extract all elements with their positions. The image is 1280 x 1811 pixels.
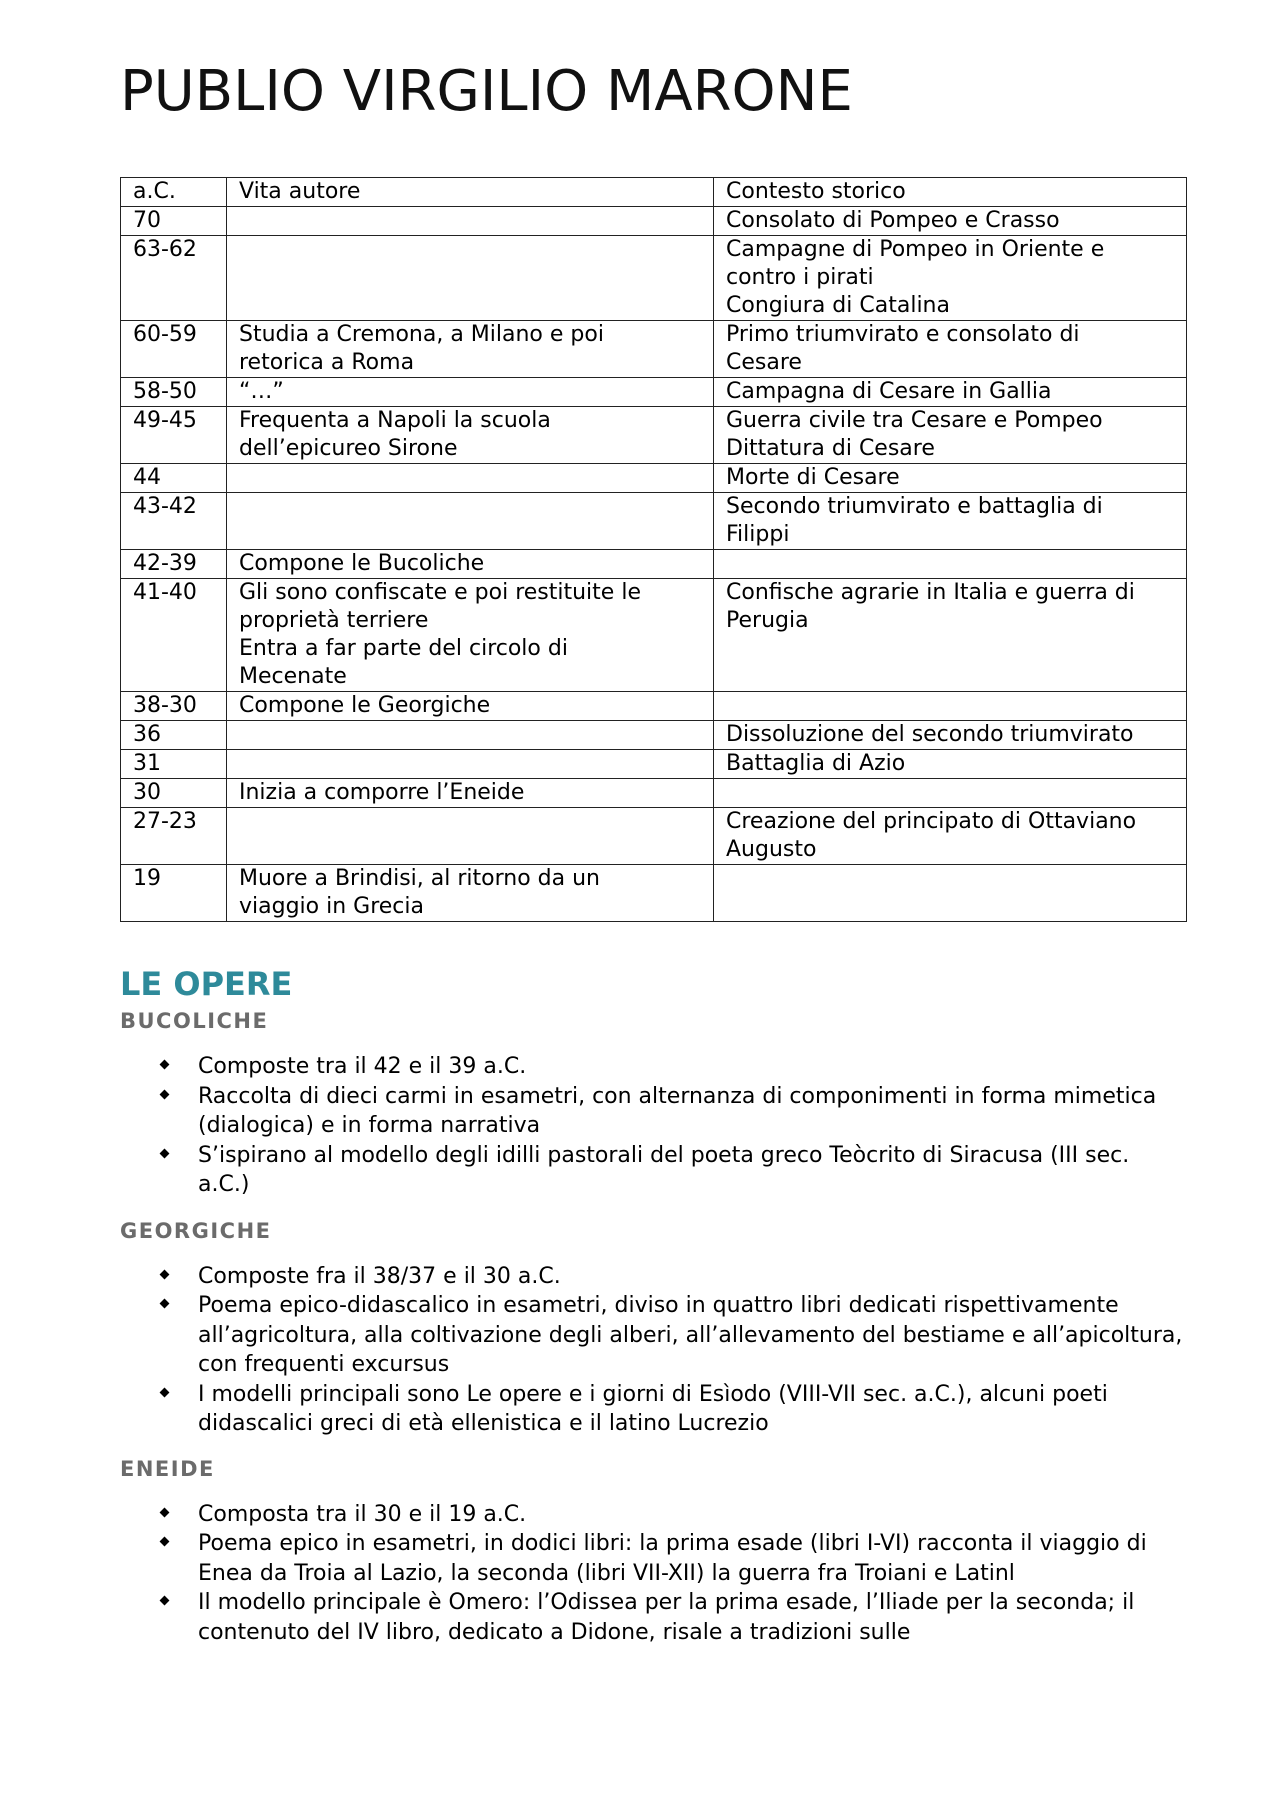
list-item [120,1500,1186,1530]
cell-year: 70 [121,207,227,236]
list-item-text: Raccolta di dieci carmi in esametri, con alternanza di componimenti in forma mimetica (dialogica) e in forma narrativa [198,1083,1157,1138]
header-cell-life: Vita autore [227,178,714,207]
list-item-text: I modelli principali sono Le opere e i giorni di Esìodo (VIII-VII sec. a.C.), alcuni poeti didascalici greci di età ellenistica e il latino Lucrezio [198,1381,1108,1436]
list-item-text: Il modello principale è Omero: l’Odissea per la prima esade, l’Iliade per la seconda; il contenuto del IV libro, dedicato a Didone, risale a tradizioni sulle [198,1590,1135,1645]
cell-year: 43-42 [121,493,227,550]
table-row [121,407,1187,464]
cell-context: Secondo triumvirato e battaglia di Filippi [714,493,1187,550]
list-item-text: Poema epico-didascalico in esametri, diviso in quattro libri dedicati rispettivamente all’agricoltura, alla coltivazione degli alberi, all’allevamento del bestiame e all’apicoltura, con frequenti excursus [198,1293,1183,1377]
cell-year: 58-50 [121,378,227,407]
list-item [120,1291,1186,1380]
cell-year: 38-30 [121,692,227,721]
cell-life: Compone le Bucoliche [227,550,714,579]
table-row [121,207,1187,236]
bucoliche-heading: BUCOLICHE [120,1009,269,1033]
cell-life [227,236,714,321]
table-row [121,808,1187,865]
table-row [121,721,1187,750]
diamond-bullet-icon [160,1299,170,1309]
cell-life [227,750,714,779]
diamond-bullet-icon [160,1148,170,1158]
timeline-body [121,178,1187,922]
table-row [121,779,1187,808]
table-header-row [121,178,1187,207]
cell-year: 42-39 [121,550,227,579]
table-row [121,692,1187,721]
cell-year: 30 [121,779,227,808]
cell-life: Compone le Georgiche [227,692,714,721]
diamond-bullet-icon [160,1537,170,1547]
cell-context: Consolato di Pompeo e Crasso [714,207,1187,236]
cell-life: Frequenta a Napoli la scuola dell’epicureo Sirone [227,407,714,464]
cell-context: Guerra civile tra Cesare e Pompeo Dittatura di Cesare [714,407,1187,464]
cell-context: Confische agrarie in Italia e guerra di Perugia [714,579,1187,692]
list-item [120,1082,1186,1141]
diamond-bullet-icon [160,1507,170,1517]
cell-year: 49-45 [121,407,227,464]
table-row [121,464,1187,493]
list-item [120,1052,1186,1082]
cell-life [227,207,714,236]
list-item [120,1141,1186,1200]
georgiche-list [120,1262,1186,1439]
cell-context [714,865,1187,922]
cell-year: 19 [121,865,227,922]
table-row [121,236,1187,321]
cell-life: Gli sono confiscate e poi restituite le proprietà terriere Entra a far parte del circolo di Mecenate [227,579,714,692]
eneide-heading: ENEIDE [120,1456,215,1481]
cell-context [714,779,1187,808]
cell-context [714,692,1187,721]
cell-year: 41-40 [121,579,227,692]
list-item [120,1588,1186,1647]
opere-section [120,964,1186,1647]
cell-life [227,808,714,865]
cell-life [227,464,714,493]
list-item-text: Poema epico in esametri, in dodici libri: la prima esade (libri I-VI) racconta il viaggio di Enea da Troia al Lazio, la seconda (libri VII-XII) la guerra fra Troiani e Latinl [198,1531,1147,1586]
cell-year: 27-23 [121,808,227,865]
table-row [121,493,1187,550]
cell-life: “…” [227,378,714,407]
diamond-bullet-icon [160,1089,170,1099]
bucoliche-list [120,1052,1186,1200]
list-item-text: Composte fra il 38/37 e il 30 a.C. [198,1263,561,1289]
header-cell-year: a.C. [121,178,227,207]
list-item-text: S’ispirano al modello degli idilli pastorali del poeta greco Teòcrito di Siracusa (III sec. a.C.) [198,1142,1130,1197]
cell-context: Campagna di Cesare in Gallia [714,378,1187,407]
cell-life: Muore a Brindisi, al ritorno da un viaggio in Grecia [227,865,714,922]
table-row [121,378,1187,407]
cell-life [227,493,714,550]
cell-year: 60-59 [121,321,227,378]
cell-context: Dissoluzione del secondo triumvirato [714,721,1187,750]
cell-year: 31 [121,750,227,779]
cell-context: Morte di Cesare [714,464,1187,493]
list-item [120,1529,1186,1588]
cell-context [714,550,1187,579]
list-item-text: Composte tra il 42 e il 39 a.C. [198,1054,527,1079]
cell-context: Campagne di Pompeo in Oriente e contro i pirati Congiura di Catalina [714,236,1187,321]
cell-year: 63-62 [121,236,227,321]
list-item [120,1380,1186,1439]
diamond-bullet-icon [160,1596,170,1606]
cell-life: Inizia a comporre l’Eneide [227,779,714,808]
cell-context: Creazione del principato di Ottaviano Augusto [714,808,1187,865]
georgiche-heading: GEORGICHE [120,1218,272,1243]
cell-context: Primo triumvirato e consolato di Cesare [714,321,1187,378]
cell-life: Studia a Cremona, a Milano e poi retorica a Roma [227,321,714,378]
diamond-bullet-icon [160,1269,170,1279]
opere-heading: LE OPERE [120,965,293,1003]
page-title: PUBLIO VIRGILIO MARONE [120,59,853,124]
list-item [120,1262,1186,1292]
timeline-table [120,177,1187,922]
diamond-bullet-icon [160,1060,170,1070]
cell-year: 36 [121,721,227,750]
header-cell-context: Contesto storico [714,178,1187,207]
list-item-text: Composta tra il 30 e il 19 a.C. [198,1501,527,1527]
cell-context: Battaglia di Azio [714,750,1187,779]
cell-life [227,721,714,750]
table-row [121,550,1187,579]
table-row [121,865,1187,922]
table-row [121,579,1187,692]
eneide-list [120,1500,1186,1648]
diamond-bullet-icon [160,1387,170,1397]
table-row [121,321,1187,378]
cell-year: 44 [121,464,227,493]
table-row [121,750,1187,779]
